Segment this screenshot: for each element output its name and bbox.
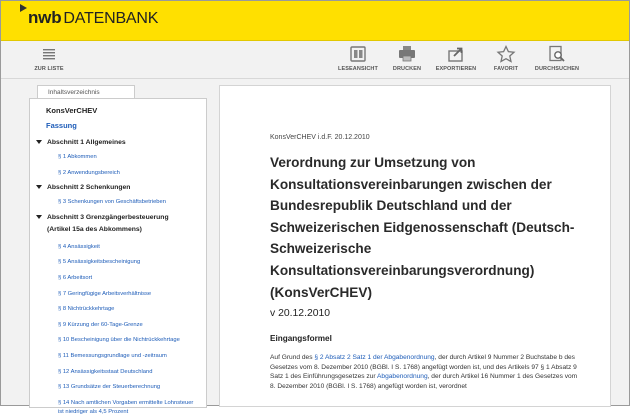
toc-panel	[29, 98, 207, 415]
toc-item[interactable]: § 10 Bescheinigung über die Nichtrückkehrtage	[58, 337, 180, 344]
drucken-button[interactable]	[379, 45, 435, 75]
reading-view-icon	[348, 45, 368, 63]
leseansicht-label: LESEANSICHT	[338, 66, 378, 72]
durchsuchen-label: DURCHSUCHEN	[534, 66, 580, 72]
document-version: v 20.12.2010	[270, 308, 331, 319]
document-meta: KonsVerCHEV i.d.F. 20.12.2010	[270, 134, 370, 141]
tab-label: Inhaltsverzeichnis	[48, 89, 100, 96]
toc-section-title: Abschnitt 2 Schenkungen	[47, 184, 131, 192]
favorit-button[interactable]	[478, 45, 534, 75]
logo[interactable]	[28, 8, 158, 28]
toc-item[interactable]: § 6 Arbeitsort	[58, 274, 93, 281]
toc-item[interactable]	[36, 399, 200, 417]
abgabenordnung-link[interactable]: Abgabenordnung	[377, 373, 428, 381]
toc-sidebar	[29, 85, 209, 415]
toc-section-title: Abschnitt 3 Grenzgängerbesteuerung	[47, 213, 169, 221]
expand-triangle-icon	[36, 215, 42, 219]
document-view	[219, 85, 611, 407]
drucken-label: DRUCKEN	[392, 66, 422, 72]
toc-item-line: ist niedriger als 4,5 Prozent	[58, 408, 129, 415]
toc-section-3[interactable]	[36, 211, 200, 225]
toc-item[interactable]: § 9 Kürzung der 60-Tage-Grenze	[58, 321, 143, 328]
durchsuchen-button[interactable]	[529, 45, 585, 75]
toc-item[interactable]: § 4 Ansässigkeit	[58, 243, 100, 250]
expand-triangle-icon	[36, 185, 42, 189]
toc-item[interactable]: § 7 Geringfügige Arbeitsverhältnisse	[58, 290, 152, 297]
star-icon	[496, 45, 516, 63]
expand-triangle-icon	[36, 140, 42, 144]
toc-item-line: § 14 Nach amtlichen Vorgaben ermittelte Lohnsteuer	[58, 399, 194, 406]
toc-item[interactable]: § 5 Ansässigkeitsbescheinigung	[58, 259, 141, 266]
toc-item[interactable]: § 13 Grundsätze der Steuerberechnung	[58, 384, 161, 391]
logo-flag-icon	[20, 4, 27, 12]
header-bar	[1, 1, 629, 41]
document-body	[270, 353, 582, 391]
toolbar	[1, 42, 629, 79]
printer-icon	[397, 45, 417, 63]
toc-item[interactable]: § 11 Bemessungsgrundlage und -zeitraum	[58, 352, 167, 359]
toc-root[interactable]: KonsVerCHEV	[46, 106, 98, 115]
document-title: Verordnung zur Umsetzung von Konsultationsvereinbarungen zwischen der Bundesrepublik Deutschland und der Schweizerischen Eidgenossenschaft (Deutsch-Schweizerische Konsultationsvereinbarungsverordnung) (KonsVerCHEV)	[270, 155, 575, 300]
toc-fassung-link[interactable]: Fassung	[46, 121, 77, 130]
abgabenordnung-paragraph-link[interactable]: § 2 Absatz 2 Satz 1 der Abgabenordnung	[314, 354, 435, 361]
logo-text: DATENBANK	[63, 10, 159, 27]
exportieren-label: EXPORTIEREN	[435, 66, 477, 72]
toc-item[interactable]: § 8 Nichtrückkehrtage	[58, 306, 115, 313]
tab-inhaltsverzeichnis[interactable]	[37, 85, 135, 99]
favorit-label: FAVORIT	[493, 66, 519, 72]
logo-bold: nwb	[28, 8, 62, 27]
body-text: , der durch Artikel 9 Nummer 2 Buchstabe b des Gesetzes vom 8. Dezember 2010 (BGBl. I S. 1768) angefügt worden ist, und des Artikels 97 § 1 Absatz 9 Satz 1 des Einführungsgesetzes zur	[270, 354, 577, 381]
toc-section-1[interactable]	[36, 136, 200, 150]
zur-liste-button[interactable]	[21, 45, 77, 75]
leseansicht-button[interactable]	[330, 45, 386, 75]
body-text: Auf Grund des	[270, 354, 315, 361]
toc-item[interactable]: § 2 Anwendungsbereich	[58, 169, 120, 176]
toc-section-subtitle: (Artikel 15a des Abkommens)	[47, 225, 142, 233]
toc-section-title: Abschnitt 1 Allgemeines	[47, 139, 126, 146]
toc-section-2[interactable]	[36, 181, 200, 195]
toc-item[interactable]: § 3 Schenkungen von Geschäftsbetrieben	[58, 199, 166, 206]
toc-item[interactable]: § 12 Ansässigkeitsstaat Deutschland	[58, 368, 153, 375]
search-document-icon	[547, 45, 567, 63]
exportieren-button[interactable]	[428, 45, 484, 75]
body-text: , der durch Artikel 16 Nummer 1 des Gesetzes vom 8. Dezember 2010 (BGBl. I S. 1768) angefügt worden ist, verordnet	[270, 373, 578, 390]
zur-liste-label: ZUR LISTE	[34, 66, 64, 72]
list-icon	[39, 45, 59, 63]
toc-item[interactable]: § 1 Abkommen	[58, 154, 97, 160]
section-heading: Eingangsformel	[270, 334, 332, 343]
export-icon	[446, 45, 466, 63]
